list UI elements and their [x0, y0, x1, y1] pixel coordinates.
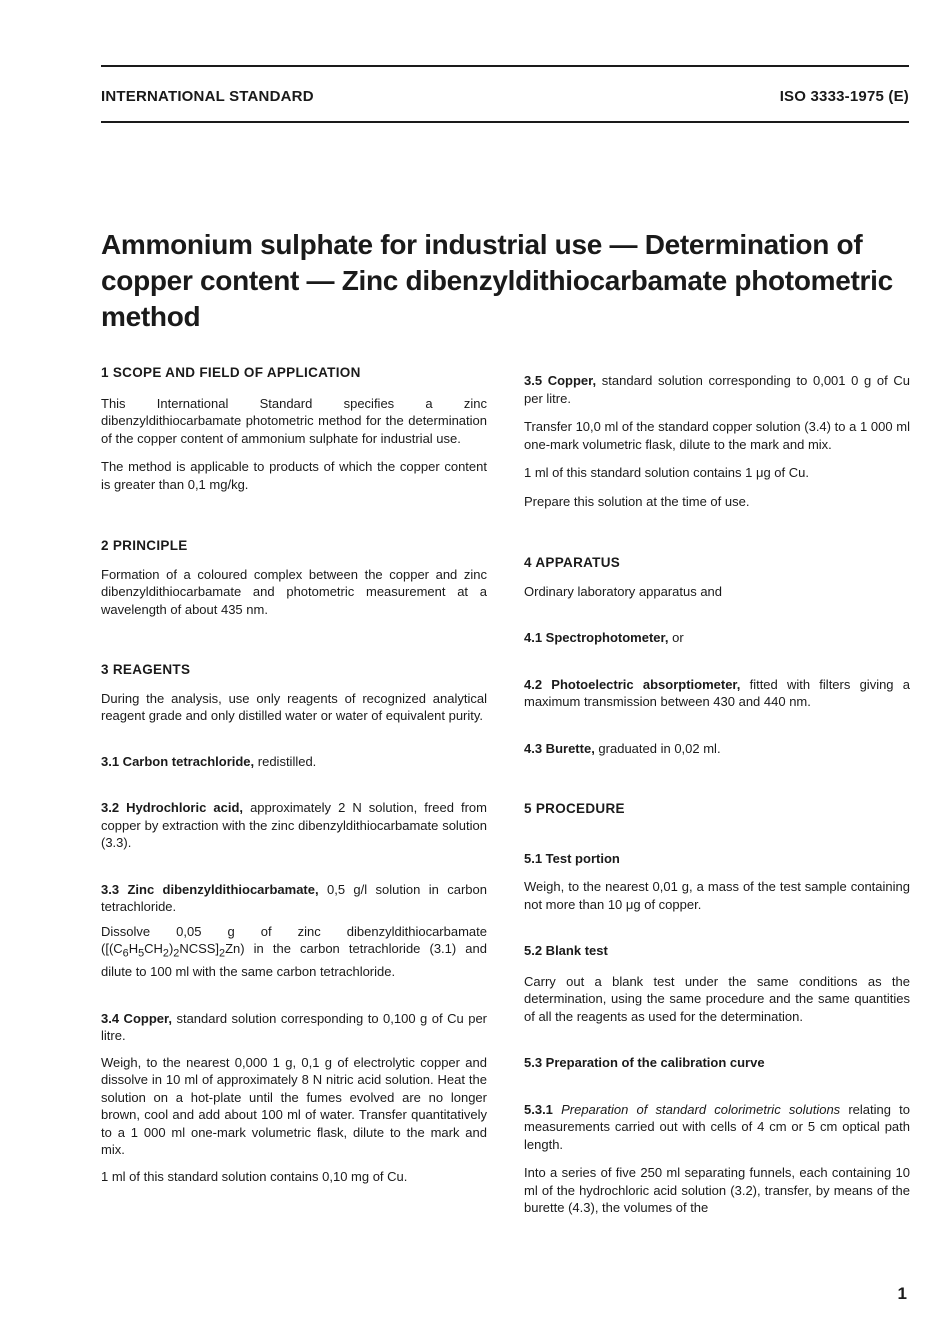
- right-column: [524, 372, 910, 1217]
- clause-4-3-label: 4.3 Burette,: [524, 740, 595, 756]
- section-1-heading: 1 SCOPE AND FIELD OF APPLICATION: [101, 365, 361, 380]
- page-number: 1: [897, 1284, 907, 1303]
- document-title: Ammonium sulphate for industrial use — Determination of copper content — Zinc dibenzyldithiocarbamate photometric method: [101, 228, 893, 332]
- clause-5-1-paragraph-1: Weigh, to the nearest 0,01 g, a mass of the test sample containing not more than 10 μg of copper.: [524, 879, 910, 912]
- clause-3-4: [101, 1010, 487, 1045]
- clause-3-3: [101, 881, 487, 916]
- clause-5-2-paragraph-1: Carry out a blank test under the same conditions as the determination, using the same procedure and the same quantities of all the reagents as used for the determination.: [524, 973, 910, 1024]
- section-3-heading: 3 REAGENTS: [101, 662, 191, 677]
- header-rule-bottom: [101, 121, 909, 123]
- clause-4-2-text: fitted with filters giving a maximum transmission between 430 and 440 nm.: [524, 676, 910, 709]
- clause-4-2-label: 4.2 Photoelectric absorptiometer,: [524, 676, 741, 692]
- clause-5-3-1-italic: Preparation of standard colorimetric solutions: [552, 1101, 841, 1117]
- clause-3-3-text: 0,5 g/l solution in carbon tetrachloride.: [101, 881, 487, 914]
- formula-part: H: [128, 941, 139, 956]
- clause-3-1-label: 3.1 Carbon tetrachloride,: [101, 753, 255, 769]
- formula-part: NCSS]: [179, 941, 220, 956]
- section-2-paragraph-1: Formation of a coloured complex between the copper and zinc dibenzyldithiocarbamate and photometric measurement at a wavelength of about 435 nm.: [101, 566, 487, 617]
- clause-3-4-label: 3.4 Copper,: [101, 1010, 172, 1026]
- standard-label: INTERNATIONAL STANDARD: [101, 88, 314, 105]
- formula-subscript: 2: [173, 947, 180, 960]
- section-1-paragraph-2: The method is applicable to products of which the copper content is greater than 0,1 mg/kg.: [101, 459, 487, 492]
- formula-part: ): [168, 941, 174, 956]
- section-1-paragraph-1: This International Standard specifies a zinc dibenzyldithiocarbamate photometric method for the determination of the copper content of ammonium sulphate for industrial use.: [101, 395, 487, 446]
- clause-3-4-paragraph-3: 1 ml of this standard solution contains 0,10 mg of Cu.: [101, 1168, 408, 1184]
- clause-3-2-text: approximately 2 N solution, freed from copper by extraction with the zinc dibenzyldithiocarbamate solution (3.3).: [101, 800, 487, 850]
- section-2-heading: 2 PRINCIPLE: [101, 538, 188, 553]
- clause-3-5-paragraph-3: 1 ml of this standard solution contains 1 μg of Cu.: [524, 465, 809, 480]
- section-4-heading: 4 APPARATUS: [524, 555, 621, 570]
- clause-4-1-text: or: [668, 630, 684, 645]
- clause-3-5-paragraph-4: Prepare this solution at the time of use.: [524, 493, 750, 509]
- clause-3-1: [101, 753, 487, 771]
- formula-subscript: 2: [219, 947, 226, 960]
- clause-3-3-label: 3.3 Zinc dibenzyldithiocarbamate,: [101, 881, 319, 897]
- clause-4-1-label: 4.1 Spectrophotometer,: [524, 630, 669, 645]
- clause-3-3-paragraph-2: [101, 923, 487, 981]
- section-5-heading: 5 PROCEDURE: [524, 801, 625, 816]
- clause-3-2-label: 3.2 Hydrochloric acid,: [101, 800, 244, 815]
- clause-4-2: [524, 676, 910, 711]
- clause-3-5-label: 3.5 Copper,: [524, 373, 597, 388]
- section-4-paragraph-1: Ordinary laboratory apparatus and: [524, 583, 723, 599]
- clause-3-4-text: standard solution corresponding to 0,100 g of Cu per litre.: [101, 1010, 488, 1044]
- clause-4-1: [524, 629, 910, 647]
- formula-part: Zn) in the carbon tetrachloride (3.1) and dilute to 100 ml with the same carbon tetrachloride.: [101, 941, 487, 980]
- clause-3-2: [101, 799, 487, 852]
- clause-3-4-paragraph-2: Weigh, to the nearest 0,000 1 g, 0,1 g of electrolytic copper and dissolve in 10 ml of approximately 8 N nitric acid solution. Heat the solution on a hot-plate until the fumes evolved are no longer brown, cool and add about 100 ml of water. Transfer quantitatively to a 1 000 ml one-mark volumetric flask, dilute to the mark and mix.: [101, 1054, 487, 1158]
- clause-5-3-1-text: relating to measurements carried out with cells of 4 cm or 5 cm optical path length.: [524, 1101, 911, 1152]
- clause-3-5: [524, 372, 910, 407]
- section-3-paragraph-1: During the analysis, use only reagents of recognized analytical reagent grade and only distilled water or water of equivalent purity.: [101, 690, 487, 723]
- clause-5-3-1: [524, 1101, 910, 1154]
- formula-subscript: 2: [162, 947, 169, 960]
- formula-subscript: 6: [122, 947, 129, 960]
- standard-number: ISO 3333-1975 (E): [779, 88, 909, 105]
- left-column: [101, 364, 487, 1185]
- clause-3-5-paragraph-2: Transfer 10,0 ml of the standard copper solution (3.4) to a 1 000 ml one-mark volumetric flask, dilute to the mark and mix.: [524, 419, 910, 452]
- formula-part: CH: [144, 941, 163, 956]
- clause-5-3-heading: 5.3 Preparation of the calibration curve: [524, 1055, 765, 1070]
- formula-part: Dissolve 0,05 g of zinc dibenzyldithiocarbamate ([(C: [101, 923, 487, 956]
- header-rule-top: [101, 65, 909, 67]
- clause-3-5-text: standard solution corresponding to 0,001 0 g of Cu per litre.: [524, 373, 911, 406]
- clause-5-2-heading: 5.2 Blank test: [524, 943, 608, 958]
- clause-4-3-text: graduated in 0,02 ml.: [594, 740, 721, 756]
- clause-3-1-text: redistilled.: [254, 753, 317, 769]
- formula-subscript: 5: [138, 947, 145, 960]
- clause-5-3-1-paragraph-2: Into a series of five 250 ml separating funnels, each containing 10 ml of the hydrochloric acid solution (3.2), transfer, by means of the burette (4.3), the volumes of the: [524, 1165, 910, 1215]
- clause-5-1-heading: 5.1 Test portion: [524, 850, 620, 866]
- clause-4-3: [524, 740, 910, 758]
- clause-5-3-1-label: 5.3.1: [524, 1101, 553, 1117]
